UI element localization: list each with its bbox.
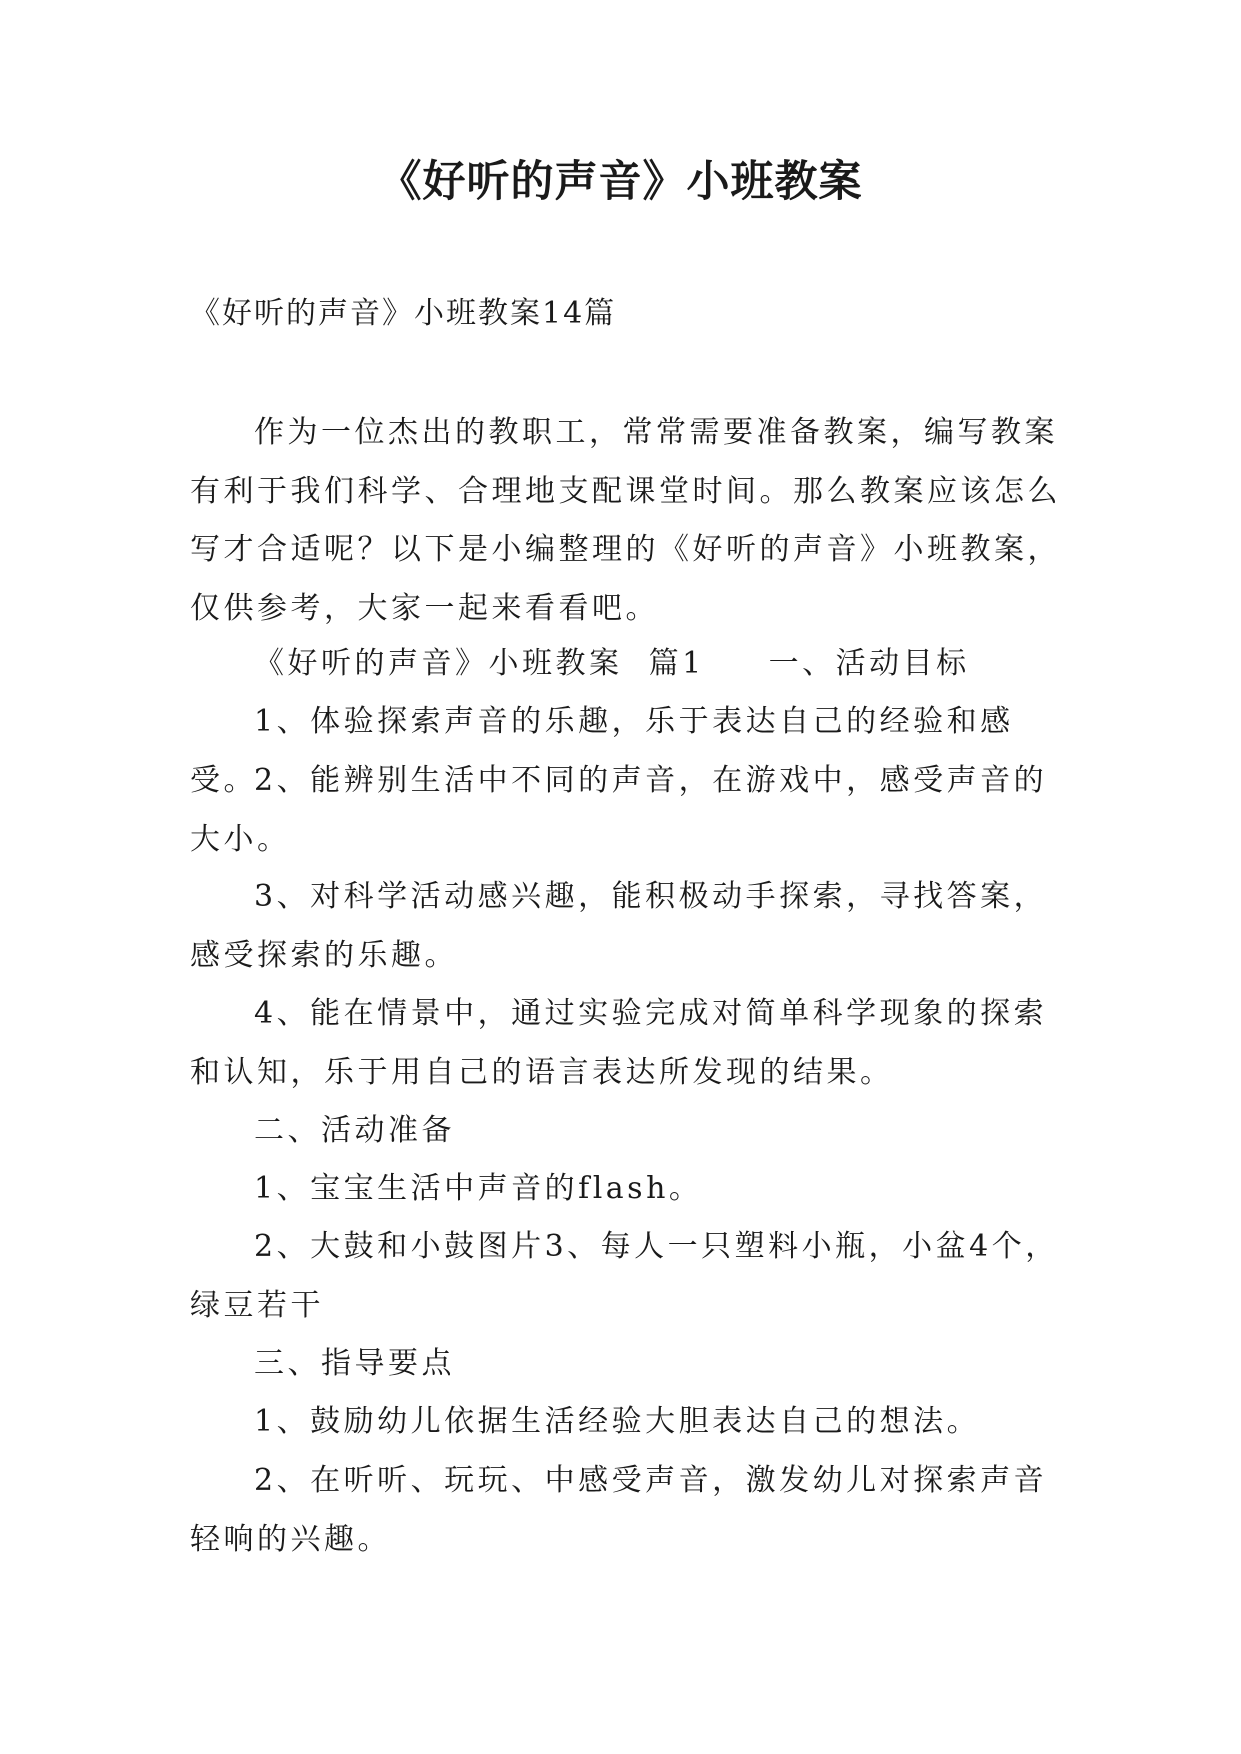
goal-item: 4、能在情景中，通过实验完成对简单科学现象的探索和认知，乐于用自己的语言表达所发现的结果。: [190, 996, 1048, 1090]
document-subtitle: 《好听的声音》小班教案14篇: [190, 296, 617, 331]
section-heading: 《好听的声音》小班教案 篇1: [254, 646, 705, 681]
goal-item: 2、能辨别生活中不同的声音，在游戏中，感受声音的大小。: [190, 763, 1048, 857]
goal-item: 3、对科学活动感兴趣，能积极动手探索，寻找答案，感受探索的乐趣。: [190, 879, 1048, 973]
intro-paragraph: 作为一位杰出的教职工，常常需要准备教案，编写教案有利于我们科学、合理地支配课堂时间。那么教案应该怎么写才合适呢？以下是小编整理的《好听的声音》小班教案，仅供参考，大家一起来看看吧。: [190, 415, 1061, 626]
document-title: 《好听的声音》小班教案: [378, 157, 863, 207]
key-points-heading: 三、指导要点: [254, 1346, 455, 1381]
key-point-item: 1、鼓励幼儿依据生活经验大胆表达自己的想法。: [254, 1404, 981, 1439]
goal-item: 1、体验探索声音的乐趣，乐于表达自己的经验和感受。: [190, 704, 1014, 798]
key-point-item: 2、在听听、玩玩、中感受声音，激发幼儿对探索声音轻响的兴趣。: [190, 1463, 1048, 1557]
prep-heading: 二、活动准备: [254, 1113, 455, 1148]
section-heading-line: [190, 635, 1070, 694]
goals-heading: 一、活动目标: [768, 646, 970, 681]
prep-item: 2、大鼓和小鼓图片3、每人一只塑料小瓶，小盆4个，绿豆若干: [190, 1229, 1059, 1323]
prep-item: 1、宝宝生活中声音的flash。: [254, 1171, 703, 1206]
